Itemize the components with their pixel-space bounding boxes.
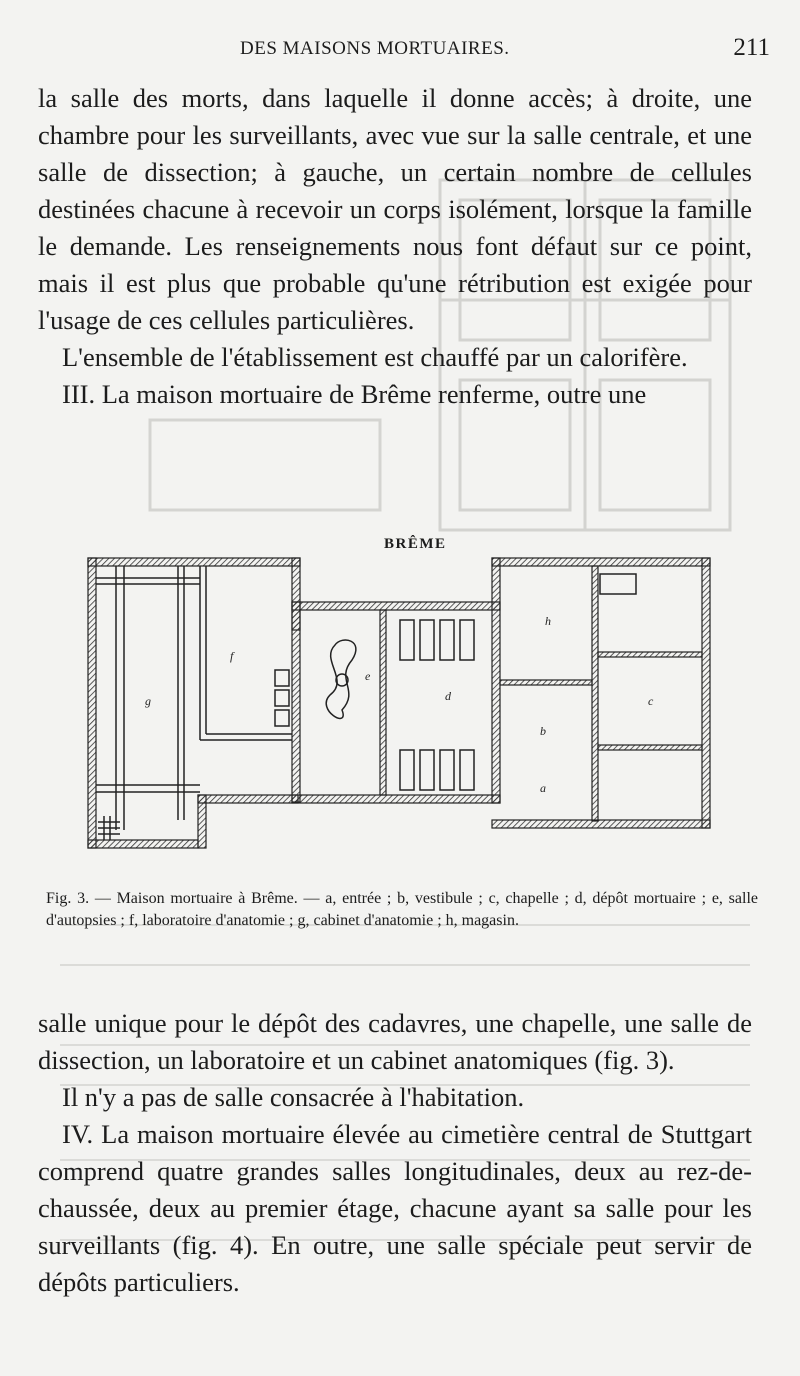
room-label-f: f: [230, 649, 234, 663]
figure-caption: Fig. 3. — Maison mortuaire à Brême. — a, entrée ; b, vestibule ; c, chapelle ; d, dépôt mortuaire ; e, salle d'autopsies ; f, laboratoire d'anatomie ; g, cabinet d'anatomie ; h, magasin.: [46, 890, 758, 929]
paragraph: Il n'y a pas de salle consacrée à l'habitation.: [62, 1082, 525, 1112]
room-label-d: d: [445, 689, 451, 703]
room-label-b: b: [540, 724, 546, 738]
page-header: [40, 34, 770, 68]
paragraph: III. La maison mortuaire de Brême renferme, outre une: [62, 379, 647, 409]
room-label-h: h: [545, 614, 551, 628]
room-label-c: c: [648, 694, 654, 708]
running-title: DES MAISONS MORTUAIRES.: [240, 38, 510, 59]
page-number: 211: [733, 34, 770, 61]
figure-title: BRÊME: [384, 536, 447, 552]
room-label-a: a: [540, 781, 546, 795]
body-text-top: [38, 80, 752, 413]
room-label-e: e: [365, 669, 371, 683]
plan-walls: [88, 558, 710, 848]
body-text-bottom: [38, 1005, 752, 1301]
paragraph: la salle des morts, dans laquelle il donne accès; à droite, une chambre pour les surveillants, avec vue sur la salle centrale, et une salle de dissection; à gauche, un certain nombre de cellules destinées chacune à recevoir un corps isolément, lorsque la famille le demande. Les renseignements nous font défaut sur ce point, mais il est plus que probable qu'une rétribution est exigée pour l'usage de ces cellules particulières.: [38, 83, 752, 335]
floor-plan-figure: [80, 530, 760, 860]
paragraph: IV. La maison mortuaire élevée au cimetière central de Stuttgart comprend quatre grandes salles longitudinales, deux au rez-de-chaussée, deux au premier étage, chacune ayant sa salle pour les surveillants (fig. 4). En outre, une salle spéciale peut servir de dépôts particuliers.: [38, 1119, 752, 1297]
paragraph: L'ensemble de l'établissement est chauffé par un calorifère.: [62, 342, 688, 372]
paragraph: salle unique pour le dépôt des cadavres, une chapelle, une salle de dissection, un laboratoire et un cabinet anatomiques (fig. 3).: [38, 1008, 752, 1075]
room-label-g: g: [145, 694, 151, 708]
